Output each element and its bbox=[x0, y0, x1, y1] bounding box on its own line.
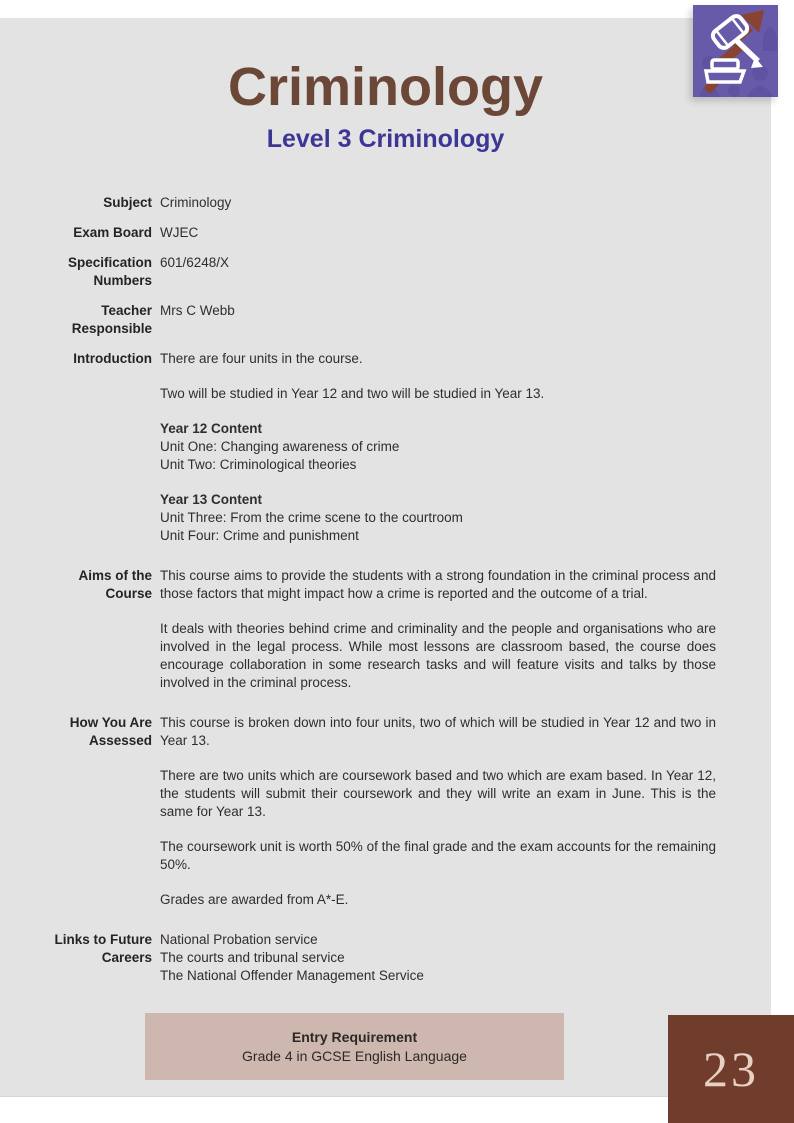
content-group-heading: Year 12 Content bbox=[160, 421, 263, 436]
section-label-line: Careers bbox=[101, 950, 152, 965]
entry-requirement-heading: Entry Requirement bbox=[291, 1028, 418, 1045]
section-content bbox=[160, 254, 716, 290]
section-label bbox=[0, 254, 152, 290]
section-row bbox=[0, 224, 771, 242]
section-content bbox=[160, 302, 716, 338]
section-label-line: How You Are bbox=[69, 715, 152, 730]
section-label-line: Course bbox=[105, 586, 152, 601]
section-label-line: Aims of the bbox=[78, 568, 152, 583]
section-label-line: Assessed bbox=[88, 733, 152, 748]
content-group-heading: Year 13 Content bbox=[160, 492, 263, 507]
section-content bbox=[160, 931, 716, 985]
section-content bbox=[160, 567, 716, 692]
gavel-and-arrow-icon bbox=[693, 5, 778, 97]
section-row bbox=[0, 302, 771, 338]
section-content bbox=[160, 194, 716, 212]
content-paragraph: Criminology bbox=[160, 195, 232, 210]
content-line: Unit Four: Crime and punishment bbox=[160, 528, 359, 543]
section-label-line: Teacher bbox=[101, 303, 152, 318]
content-line: The National Offender Management Service bbox=[160, 968, 424, 983]
content-group bbox=[160, 931, 716, 985]
course-icon bbox=[693, 5, 778, 97]
content-line: National Probation service bbox=[160, 932, 318, 947]
section-row bbox=[0, 931, 771, 985]
content-paragraph: This course is broken down into four units, two of which will be studied in Year 12 and two in Year 13. bbox=[160, 715, 716, 748]
section-row bbox=[0, 350, 771, 545]
entry-requirement-box bbox=[145, 1013, 564, 1080]
section-label bbox=[0, 714, 152, 909]
page-background bbox=[0, 18, 771, 1097]
page-subtitle: Level 3 Criminology bbox=[266, 125, 505, 153]
section-label bbox=[0, 224, 152, 242]
content-group bbox=[160, 420, 716, 474]
content-paragraph: Mrs C Webb bbox=[160, 303, 235, 318]
content-paragraph: This course aims to provide the students with a strong foundation in the criminal process and those factors that might impact how a crime is reported and the outcome of a trial. bbox=[160, 568, 716, 601]
entry-requirement-text: Grade 4 in GCSE English Language bbox=[242, 1047, 467, 1064]
content-line: Unit One: Changing awareness of crime bbox=[160, 439, 400, 454]
section-label-line: Subject bbox=[103, 195, 152, 210]
sections bbox=[0, 194, 771, 985]
section-label bbox=[0, 931, 152, 985]
page-title: Criminology bbox=[227, 57, 543, 117]
page-number: 23 bbox=[703, 1041, 759, 1097]
section-label bbox=[0, 567, 152, 692]
content-paragraph: The coursework unit is worth 50% of the final grade and the exam accounts for the remaining 50%. bbox=[160, 839, 716, 872]
section-label bbox=[0, 302, 152, 338]
content-paragraph: 601/6248/X bbox=[160, 255, 230, 270]
section-content bbox=[160, 224, 716, 242]
section-label-line: Introduction bbox=[73, 351, 152, 366]
content-group bbox=[160, 491, 716, 545]
section-label-line: Exam Board bbox=[73, 225, 152, 240]
content-paragraph: There are four units in the course. bbox=[160, 351, 363, 366]
content-paragraph: It deals with theories behind crime and criminality and the people and organisations who are involved in the legal process. While most lessons are classroom based, the course does encourage collaboration in some research tasks and will feature visits and talks by those involved in the criminal process. bbox=[160, 621, 716, 690]
section-content bbox=[160, 350, 716, 545]
section-row bbox=[0, 714, 771, 909]
section-label-line: Links to Future bbox=[54, 932, 152, 947]
content-paragraph: Two will be studied in Year 12 and two will be studied in Year 13. bbox=[160, 386, 545, 401]
section-row bbox=[0, 254, 771, 290]
section-label-line: Responsible bbox=[71, 321, 152, 336]
content-paragraph: WJEC bbox=[160, 225, 199, 240]
content-paragraph: There are two units which are coursework based and two which are exam based. In Year 12, the students will submit their coursework and they will write an exam in June. This is the same for Year 13. bbox=[160, 768, 716, 819]
section-label-line: Specification bbox=[67, 255, 152, 270]
section-content bbox=[160, 714, 716, 909]
section-row bbox=[0, 194, 771, 212]
section-label-line: Numbers bbox=[93, 273, 152, 288]
section-label bbox=[0, 350, 152, 545]
section-row bbox=[0, 567, 771, 692]
content-paragraph: Grades are awarded from A*-E. bbox=[160, 892, 349, 907]
content-line: Unit Three: From the crime scene to the courtroom bbox=[160, 510, 463, 525]
content-line: The courts and tribunal service bbox=[160, 950, 345, 965]
section-label bbox=[0, 194, 152, 212]
page-number-box bbox=[668, 1015, 794, 1123]
content-line: Unit Two: Criminological theories bbox=[160, 457, 357, 472]
